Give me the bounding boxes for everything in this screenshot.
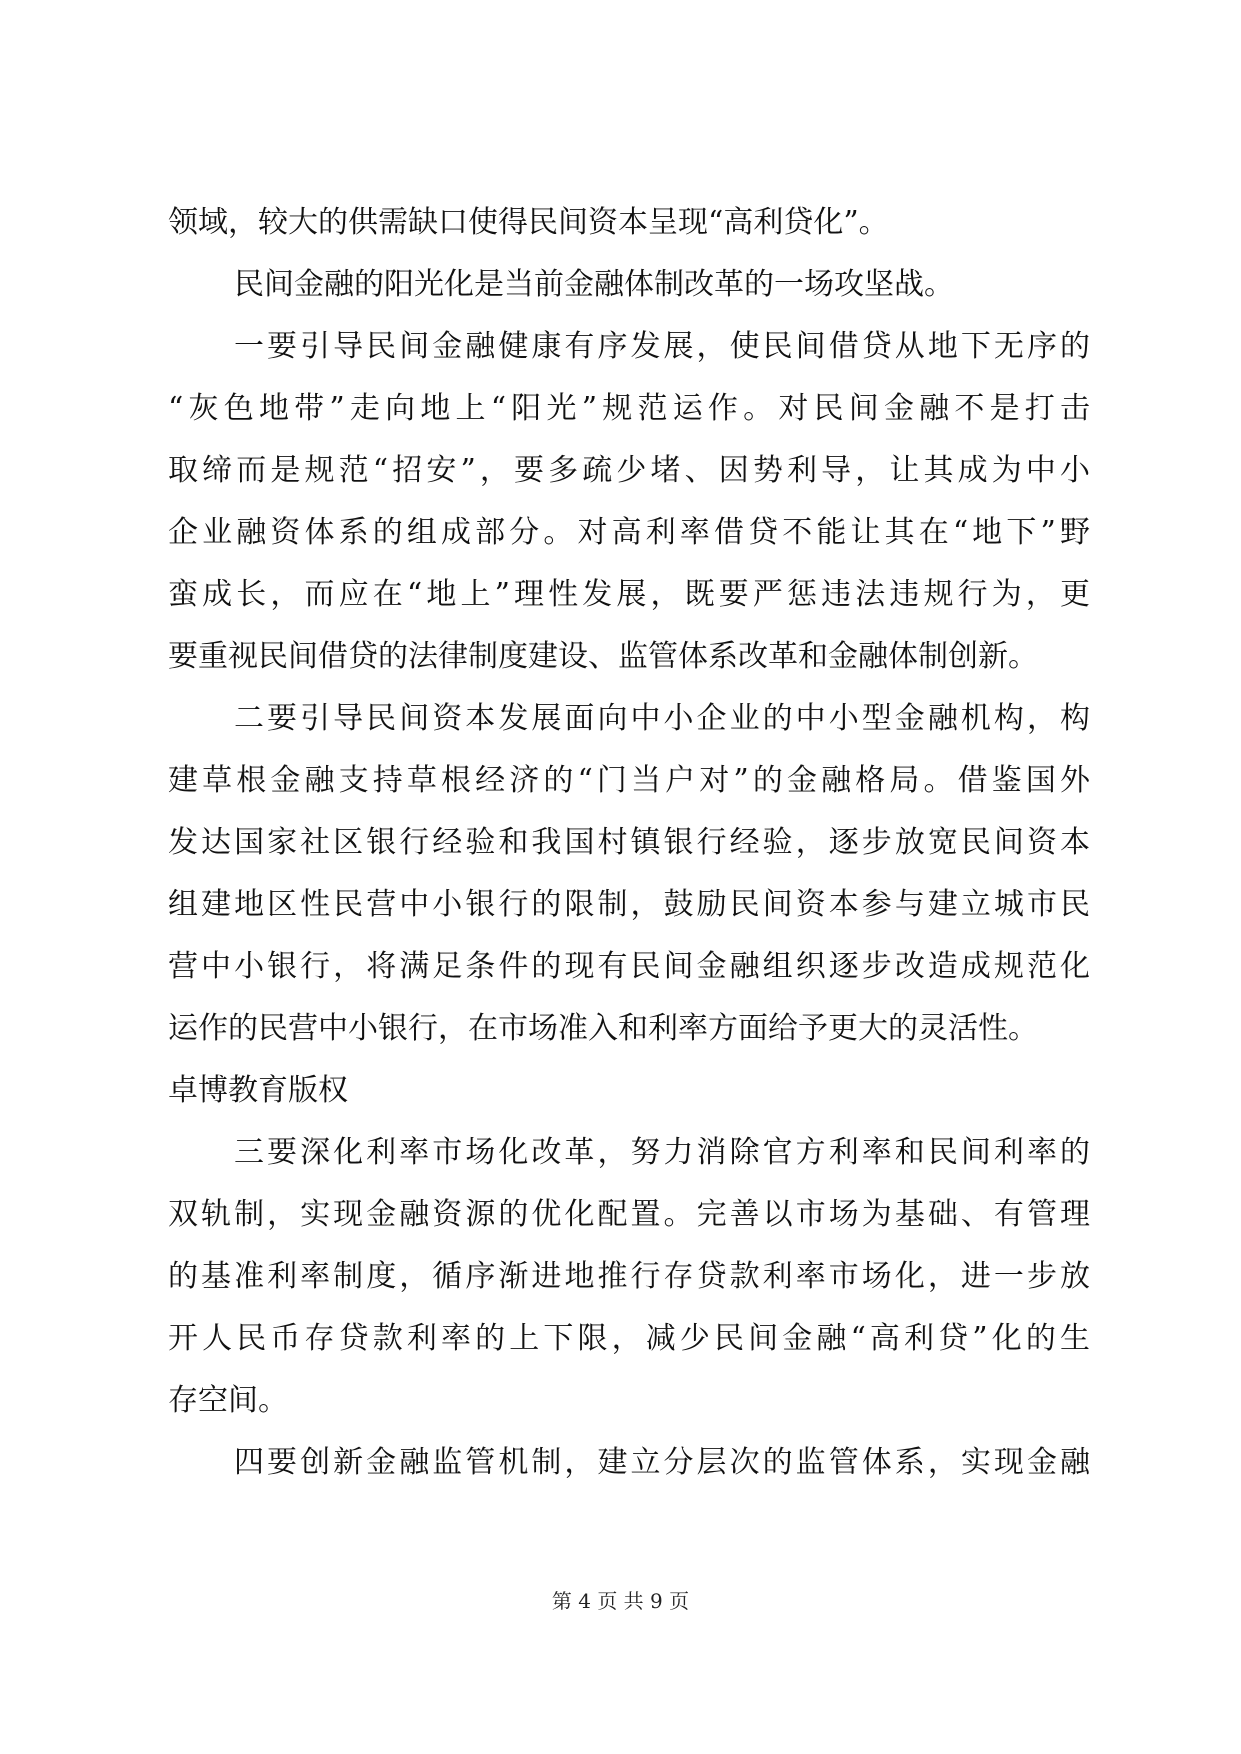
paragraph-line: 开人民币存贷款利率的上下限，减少民间金融“高利贷”化的生	[168, 1321, 1090, 1356]
paragraph-line: 二要引导民间资本发展面向中小企业的中小型金融机构，构	[234, 701, 1090, 736]
paragraph-line: 的基准利率制度，循序渐进地推行存贷款利率市场化，进一步放	[168, 1259, 1090, 1294]
paragraph-line: 取缔而是规范“招安”，要多疏少堵、因势利导，让其成为中小	[168, 453, 1090, 488]
paragraph-line: 蛮成长，而应在“地上”理性发展，既要严惩违法违规行为，更	[168, 577, 1090, 612]
paragraph-line: 卓博教育版权	[168, 1073, 348, 1108]
paragraph-line: 企业融资体系的组成部分。对高利率借贷不能让其在“地下”野	[168, 515, 1090, 550]
paragraph-line: 一要引导民间金融健康有序发展，使民间借贷从地下无序的	[234, 329, 1090, 364]
paragraph-line: 领域，较大的供需缺口使得民间资本呈现“高利贷化”。	[168, 205, 889, 240]
paragraph-line: 要重视民间借贷的法律制度建设、监管体系改革和金融体制创新。	[168, 639, 1038, 674]
paragraph-line: 存空间。	[168, 1383, 288, 1418]
page-number-footer: 第 4 页 共 9 页	[551, 1589, 690, 1613]
paragraph-line: 组建地区性民营中小银行的限制，鼓励民间资本参与建立城市民	[168, 887, 1090, 922]
paragraph-line: 营中小银行，将满足条件的现有民间金融组织逐步改造成规范化	[168, 949, 1090, 984]
paragraph-line: 运作的民营中小银行，在市场准入和利率方面给予更大的灵活性。	[168, 1011, 1038, 1046]
document-body	[168, 192, 1090, 1494]
paragraph-line: 发达国家社区银行经验和我国村镇银行经验，逐步放宽民间资本	[168, 825, 1090, 860]
paragraph-line: 建草根金融支持草根经济的“门当户对”的金融格局。借鉴国外	[168, 763, 1090, 798]
paragraph-line: 双轨制，实现金融资源的优化配置。完善以市场为基础、有管理	[168, 1197, 1090, 1232]
paragraph-line: “灰色地带”走向地上“阳光”规范运作。对民间金融不是打击	[168, 391, 1090, 426]
paragraph-line: 民间金融的阳光化是当前金融体制改革的一场攻坚战。	[234, 267, 954, 302]
paragraph-line: 三要深化利率市场化改革，努力消除官方利率和民间利率的	[234, 1135, 1090, 1170]
paragraph-line: 四要创新金融监管机制，建立分层次的监管体系，实现金融	[234, 1445, 1090, 1480]
